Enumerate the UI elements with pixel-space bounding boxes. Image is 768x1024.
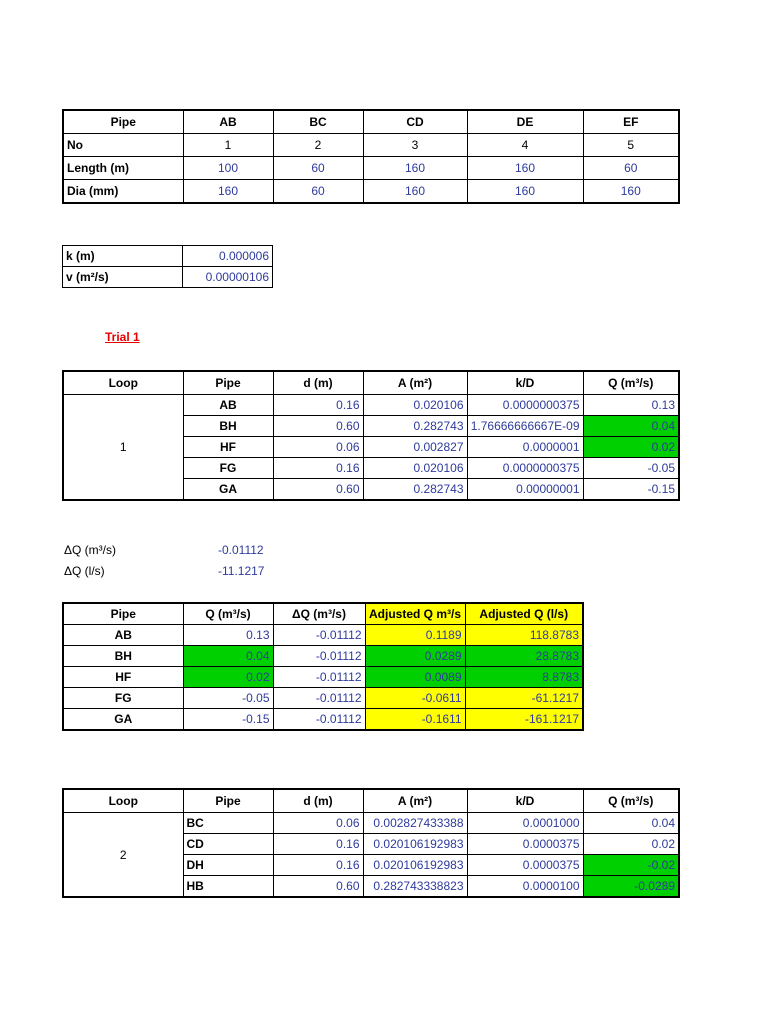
table-cell: 0.02 [583, 437, 679, 458]
table-header-row [63, 603, 583, 625]
table-cell: 3 [363, 134, 467, 157]
loop2-table [62, 788, 680, 898]
table-cell: -0.0289 [583, 876, 679, 898]
header-cell: EF [583, 110, 679, 134]
pipe-cell: AB [63, 625, 183, 646]
pipe-cell: HF [183, 437, 273, 458]
table-cell: 0.020106192983 [363, 855, 467, 876]
table-cell: 160 [467, 157, 583, 180]
header-cell: d (m) [273, 371, 363, 395]
table-row [63, 667, 583, 688]
table-cell: 160 [467, 180, 583, 204]
table-cell: 0.16 [273, 834, 363, 855]
table-cell: -61.1217 [465, 688, 583, 709]
header-cell: A (m²) [363, 371, 467, 395]
header-cell: Adjusted Q (l/s) [465, 603, 583, 625]
table-row [63, 709, 583, 731]
pipe-cell: BH [63, 646, 183, 667]
table-cell: 160 [363, 180, 467, 204]
delta-q-m3-value: -0.01112 [218, 543, 264, 557]
table-cell: -0.15 [183, 709, 273, 731]
table-header-row [63, 110, 679, 134]
pipe-cell: GA [63, 709, 183, 731]
table-header-row [63, 789, 679, 813]
header-cell: Adjusted Q m³/s [365, 603, 465, 625]
pipe-properties-table [62, 109, 680, 204]
row-label: No [63, 134, 183, 157]
delta-q-m3-label: ΔQ (m³/s) [64, 543, 117, 557]
table-header-row [63, 371, 679, 395]
table-row [63, 395, 679, 416]
table-cell: 4 [467, 134, 583, 157]
table-cell: 0.0000000375 [467, 458, 583, 479]
row-label: v (m²/s) [63, 267, 183, 288]
header-cell: A (m²) [363, 789, 467, 813]
table-cell: -0.01112 [273, 688, 365, 709]
table-cell: -0.0611 [365, 688, 465, 709]
table-cell: 0.04 [183, 646, 273, 667]
header-cell: AB [183, 110, 273, 134]
table-cell: 60 [273, 157, 363, 180]
table-cell: 160 [183, 180, 273, 204]
row-label: k (m) [63, 246, 183, 267]
table-cell: 0.0000375 [467, 855, 583, 876]
table-cell: 0.0000000375 [467, 395, 583, 416]
pipe-cell: AB [183, 395, 273, 416]
delta-q-ls-label: ΔQ (l/s) [64, 564, 105, 578]
adjusted-q-table [62, 602, 584, 731]
table-cell: 0.06 [273, 813, 363, 834]
table-cell: -0.01112 [273, 709, 365, 731]
table-cell: 0.020106 [363, 395, 467, 416]
header-cell: d (m) [273, 789, 363, 813]
header-cell: Q (m³/s) [583, 789, 679, 813]
header-cell: k/D [467, 371, 583, 395]
table-cell: 0.16 [273, 855, 363, 876]
table-cell: 0.16 [273, 395, 363, 416]
header-cell: Loop [63, 789, 183, 813]
table-row [63, 813, 679, 834]
table-cell: 0.02 [183, 667, 273, 688]
pipe-cell: BC [183, 813, 273, 834]
table-cell: 5 [583, 134, 679, 157]
table-cell: 2 [273, 134, 363, 157]
table-cell: -0.01112 [273, 646, 365, 667]
pipe-cell: GA [183, 479, 273, 501]
pipe-cell: DH [183, 855, 273, 876]
table-cell: 0.020106 [363, 458, 467, 479]
header-cell: Q (m³/s) [183, 603, 273, 625]
pipe-cell: HF [63, 667, 183, 688]
header-cell: Loop [63, 371, 183, 395]
table-cell: 0.16 [273, 458, 363, 479]
table-row [63, 688, 583, 709]
header-cell: Pipe [63, 603, 183, 625]
table-cell: 0.002827 [363, 437, 467, 458]
table-row [63, 625, 583, 646]
header-cell: DE [467, 110, 583, 134]
table-cell: 0.60 [273, 876, 363, 898]
table-cell: 28.8783 [465, 646, 583, 667]
header-cell: BC [273, 110, 363, 134]
pipe-cell: HB [183, 876, 273, 898]
table-cell: 0.0089 [365, 667, 465, 688]
table-cell: 0.0000375 [467, 834, 583, 855]
table-cell: 160 [363, 157, 467, 180]
table-cell: 0.04 [583, 416, 679, 437]
table-cell: 118.8783 [465, 625, 583, 646]
table-cell: 0.00000001 [467, 479, 583, 501]
table-cell: 0.282743338823 [363, 876, 467, 898]
table-cell: -0.01112 [273, 667, 365, 688]
table-cell: 0.0289 [365, 646, 465, 667]
table-cell: 0.282743 [363, 479, 467, 501]
pipe-cell: FG [183, 458, 273, 479]
table-cell: 0.13 [583, 395, 679, 416]
table-cell: -0.01112 [273, 625, 365, 646]
table-cell: 160 [583, 180, 679, 204]
table-cell: 0.00000106 [183, 267, 273, 288]
row-label: Length (m) [63, 157, 183, 180]
table-cell: 1 [183, 134, 273, 157]
table-cell: -0.05 [583, 458, 679, 479]
header-cell: CD [363, 110, 467, 134]
table-cell: 0.06 [273, 437, 363, 458]
trial-label: Trial 1 [105, 330, 140, 344]
table-row [63, 646, 583, 667]
table-row [63, 246, 273, 267]
table-cell: 0.282743 [363, 416, 467, 437]
table-cell: 0.0001000 [467, 813, 583, 834]
table-cell: 8.8783 [465, 667, 583, 688]
table-cell: 0.60 [273, 416, 363, 437]
table-cell: -0.02 [583, 855, 679, 876]
table-cell: 0.1189 [365, 625, 465, 646]
table-row [63, 180, 679, 204]
table-row [63, 157, 679, 180]
header-cell: Q (m³/s) [583, 371, 679, 395]
constants-table [62, 245, 273, 288]
table-cell: 0.13 [183, 625, 273, 646]
header-cell: Pipe [63, 110, 183, 134]
row-label: Dia (mm) [63, 180, 183, 204]
table-cell: 0.000006 [183, 246, 273, 267]
header-cell: Pipe [183, 789, 273, 813]
delta-q-ls-value: -11.1217 [218, 564, 265, 578]
loop1-table [62, 370, 680, 501]
pipe-cell: FG [63, 688, 183, 709]
header-cell: Pipe [183, 371, 273, 395]
loop-number: 2 [63, 813, 183, 898]
table-cell: 0.020106192983 [363, 834, 467, 855]
table-cell: 0.0000100 [467, 876, 583, 898]
loop-number: 1 [63, 395, 183, 501]
table-row [63, 134, 679, 157]
table-cell: 1.76666666667E-09 [467, 416, 583, 437]
table-cell: 0.04 [583, 813, 679, 834]
table-cell: 0.0000001 [467, 437, 583, 458]
pipe-cell: CD [183, 834, 273, 855]
table-cell: 60 [273, 180, 363, 204]
table-cell: -0.15 [583, 479, 679, 501]
table-cell: 0.60 [273, 479, 363, 501]
table-cell: -161.1217 [465, 709, 583, 731]
header-cell: ΔQ (m³/s) [273, 603, 365, 625]
table-cell: -0.05 [183, 688, 273, 709]
table-cell: 0.02 [583, 834, 679, 855]
table-cell: -0.1611 [365, 709, 465, 731]
table-cell: 60 [583, 157, 679, 180]
table-row [63, 267, 273, 288]
table-cell: 0.002827433388 [363, 813, 467, 834]
table-cell: 100 [183, 157, 273, 180]
pipe-cell: BH [183, 416, 273, 437]
header-cell: k/D [467, 789, 583, 813]
